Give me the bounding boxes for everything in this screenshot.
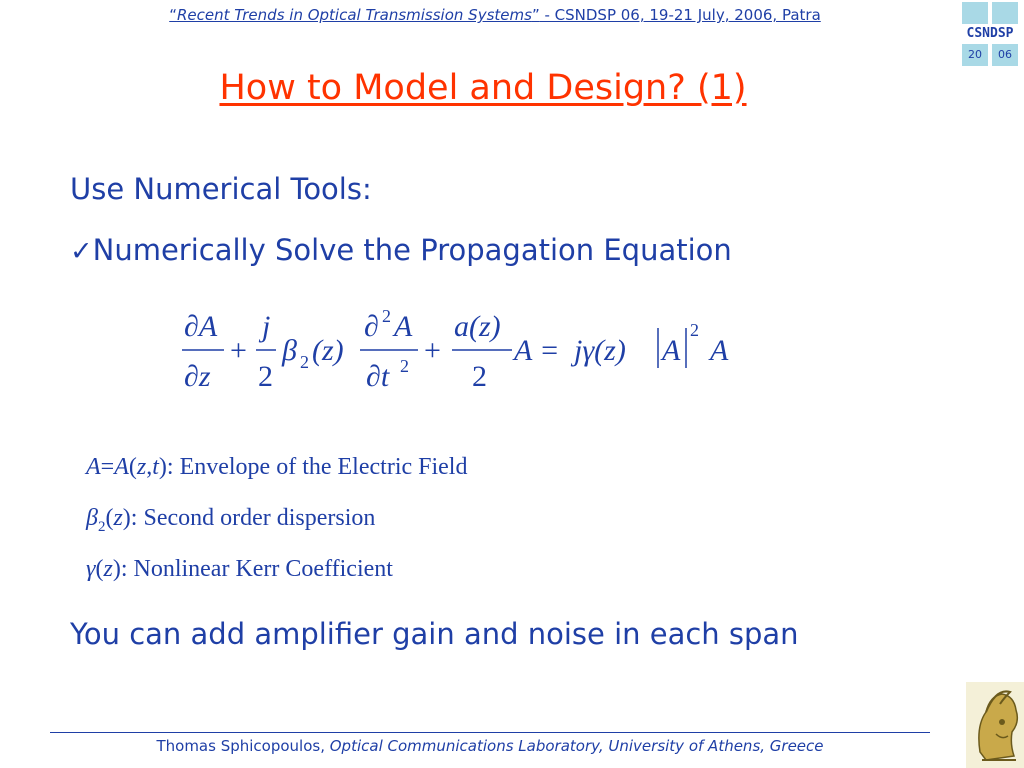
def-paren: )	[122, 505, 131, 531]
logo-square	[962, 2, 988, 24]
eq-dA: ∂A	[184, 310, 218, 343]
def-arg: t	[152, 454, 159, 480]
eq-beta-arg: (z)	[312, 334, 344, 367]
logo-year-left: 20	[962, 44, 988, 66]
eq-dt-sup: 2	[400, 356, 409, 376]
def-text: : Second order dispersion	[130, 505, 376, 531]
def-symbol: γ	[86, 556, 96, 582]
footer	[50, 737, 930, 755]
header-conference-title: Recent Trends in Optical Transmission Systems	[176, 6, 532, 24]
def-symbol: β	[86, 505, 98, 531]
closing-text: You can add amplifier gain and noise in each span	[70, 617, 799, 651]
eq-two: 2	[258, 360, 273, 393]
eq-plus: +	[424, 334, 441, 367]
def-paren: )	[158, 454, 167, 480]
def-symbol: A	[86, 454, 101, 480]
checkmark-icon: ✓	[70, 236, 93, 267]
header-conference-details: - CSNDSP 06, 19-21 July, 2006, Patra	[539, 6, 821, 24]
slide-title: How to Model and Design? (1)	[219, 68, 747, 108]
eq-d2: ∂	[364, 310, 379, 343]
footer-divider	[50, 732, 930, 733]
conference-header	[0, 6, 990, 24]
def-paren: (	[95, 556, 104, 582]
header-quote-close: ”	[531, 6, 540, 24]
csndsp-logo	[958, 2, 1022, 68]
eq-A-end: A	[710, 334, 729, 367]
eq-j: j	[262, 310, 271, 343]
footer-author: Thomas Sphicopoulos,	[156, 737, 330, 755]
definition-envelope	[86, 454, 467, 481]
eq-plus: +	[230, 334, 247, 367]
eq-dz: ∂z	[184, 360, 211, 393]
eq-A-equals: A =	[514, 334, 560, 367]
eq-j-gamma: jγ(z)	[574, 334, 626, 367]
definition-kerr	[86, 556, 393, 583]
eq-d2-A: A	[394, 310, 413, 343]
def-text: : Nonlinear Kerr Coefficient	[120, 556, 393, 582]
def-paren: )	[112, 556, 121, 582]
logo-text: CSNDSP	[966, 26, 1014, 41]
propagation-equation	[170, 300, 750, 410]
eq-abs-sup: 2	[690, 320, 699, 340]
eq-d2-sup: 2	[382, 306, 391, 326]
eq-beta-subscript: 2	[300, 352, 309, 372]
eq-abs-A: A	[662, 334, 681, 367]
footer-affiliation: Optical Communications Laboratory, University of Athens, Greece	[329, 737, 824, 755]
logo-year-right: 06	[992, 44, 1018, 66]
def-symbol: A	[114, 454, 129, 480]
definition-dispersion	[86, 505, 375, 536]
eq-a-of-z: a(z)	[454, 310, 501, 343]
header-quote-open: “	[169, 6, 177, 24]
bullet-text: Numerically Solve the Propagation Equation	[92, 233, 732, 267]
def-comma: ,	[146, 454, 153, 480]
def-arg: z	[103, 556, 113, 582]
eq-two: 2	[472, 360, 487, 393]
use-tools-heading: Use Numerical Tools:	[70, 172, 372, 206]
bullet-item	[70, 233, 732, 267]
def-arg: z	[136, 454, 147, 480]
eq-beta: β	[282, 334, 297, 367]
athena-helmet-emblem-icon	[966, 682, 1024, 768]
def-paren: (	[105, 505, 114, 531]
def-text: : Envelope of the Electric Field	[166, 454, 468, 480]
eq-dt: ∂t	[366, 360, 390, 393]
def-equals: =	[100, 454, 115, 480]
logo-square	[992, 2, 1018, 24]
def-arg: z	[113, 505, 123, 531]
def-subscript: 2	[97, 518, 106, 535]
def-paren: (	[128, 454, 137, 480]
